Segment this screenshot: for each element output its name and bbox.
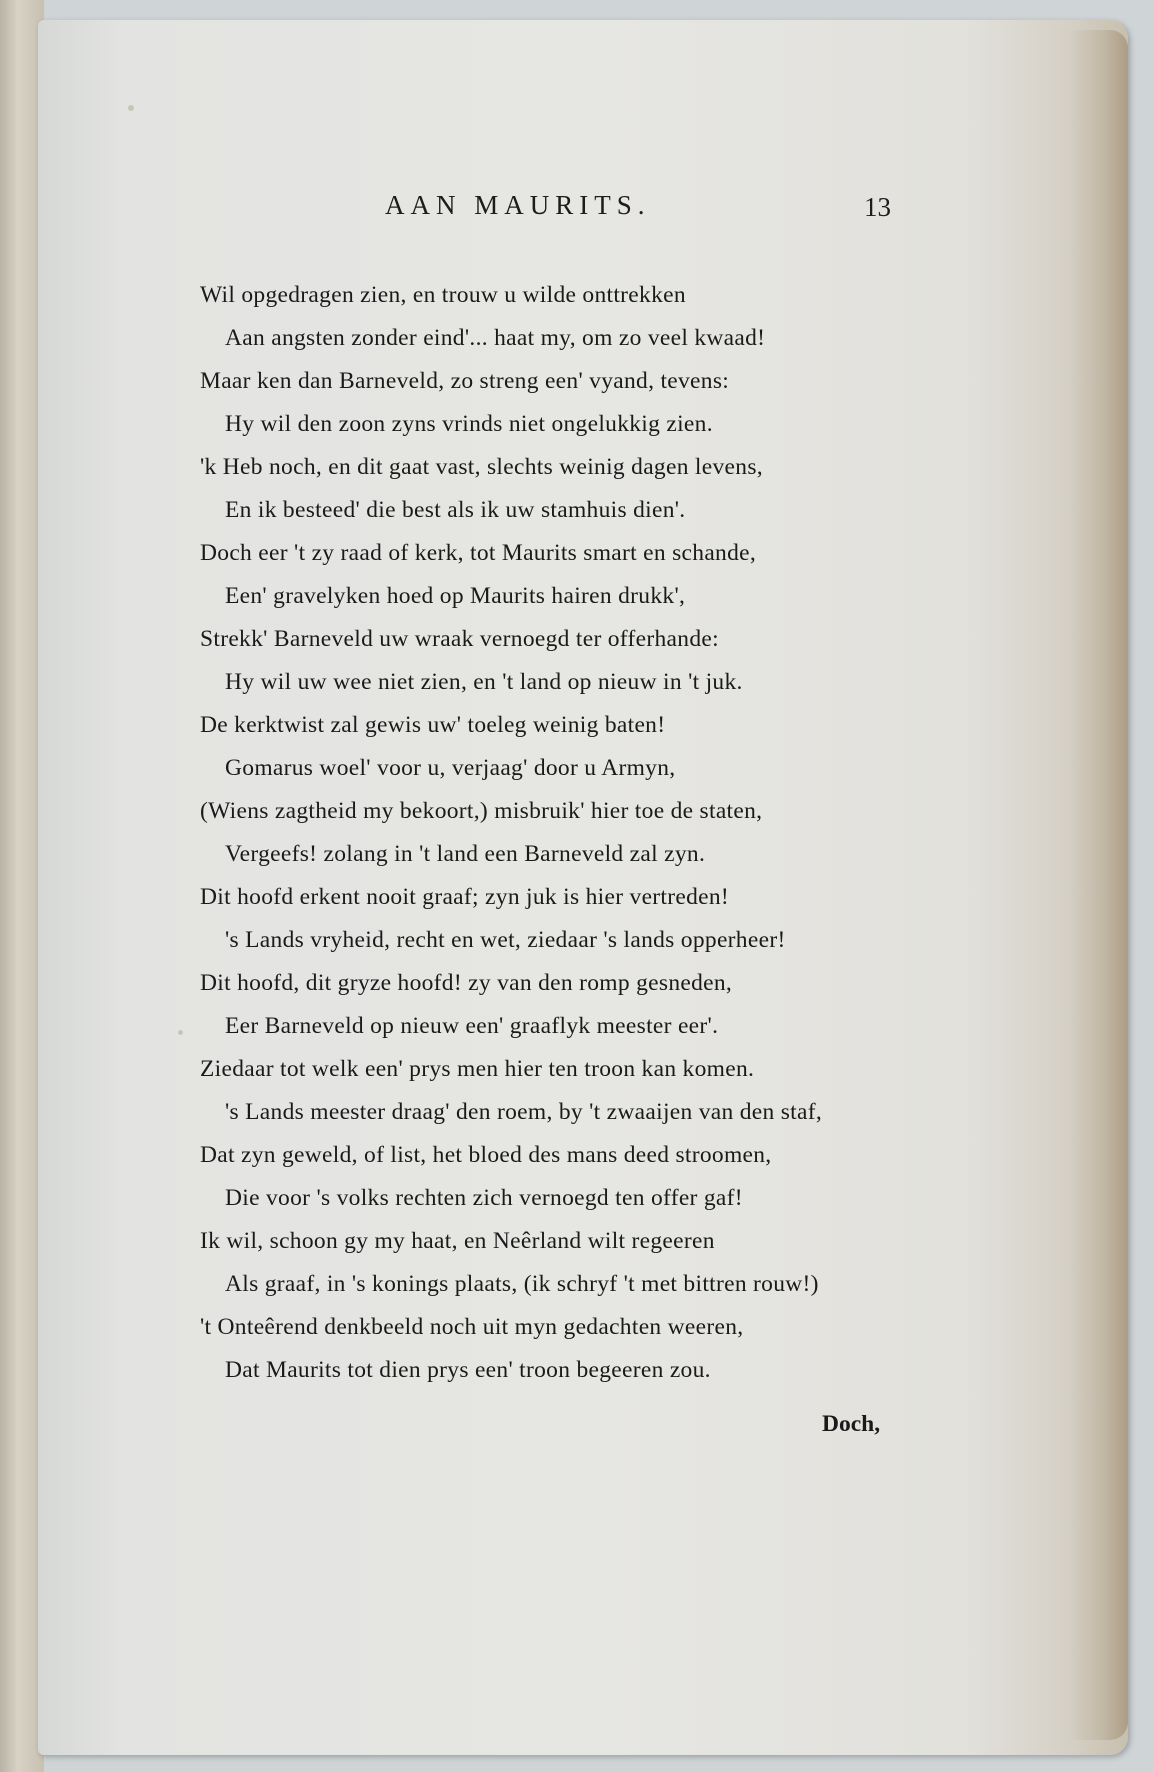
poem-line: De kerktwist zal gewis uw' toeleg weinig baten!	[200, 712, 666, 738]
poem-line: Dat Maurits tot dien prys een' troon begeeren zou.	[225, 1357, 711, 1383]
foxing-spot	[178, 1030, 183, 1035]
catchword: Doch,	[822, 1411, 881, 1437]
poem-line: Een' gravelyken hoed op Maurits hairen drukk',	[225, 583, 686, 609]
poem-line: Maar ken dan Barneveld, zo streng een' vyand, tevens:	[200, 368, 730, 394]
poem-line: Gomarus woel' voor u, verjaag' door u Armyn,	[225, 755, 676, 781]
poem-line: Dit hoofd, dit gryze hoofd! zy van den romp gesneden,	[200, 970, 733, 996]
poem-line: Aan angsten zonder eind'... haat my, om zo veel kwaad!	[225, 325, 766, 351]
page-fore-edge	[1068, 30, 1128, 1740]
poem-line: 't Onteêrend denkbeeld noch uit myn gedachten weeren,	[200, 1314, 744, 1340]
page-number: 13	[864, 192, 891, 222]
page-header	[0, 190, 1154, 234]
poem-line: (Wiens zagtheid my bekoort,) misbruik' hier toe de staten,	[200, 798, 763, 824]
poem-line: 's Lands meester draag' den roem, by 't zwaaijen van den staf,	[225, 1099, 823, 1125]
poem-line: Doch eer 't zy raad of kerk, tot Maurits smart en schande,	[200, 540, 757, 566]
poem-line: Hy wil uw wee niet zien, en 't land op nieuw in 't juk.	[225, 669, 743, 695]
poem-line: Hy wil den zoon zyns vrinds niet ongelukkig zien.	[225, 411, 713, 437]
poem-line: 'k Heb noch, en dit gaat vast, slechts weinig dagen levens,	[200, 454, 763, 480]
poem-line: Wil opgedragen zien, en trouw u wilde onttrekken	[200, 282, 686, 308]
poem-line: Dat zyn geweld, of list, het bloed des mans deed stroomen,	[200, 1142, 772, 1168]
poem-line: Als graaf, in 's konings plaats, (ik schryf 't met bittren rouw!)	[225, 1271, 819, 1297]
poem-line: Strekk' Barneveld uw wraak vernoegd ter offerhande:	[200, 626, 719, 652]
foxing-spot	[128, 105, 134, 111]
poem-line: Die voor 's volks rechten zich vernoegd ten offer gaf!	[225, 1185, 743, 1211]
poem-line: Dit hoofd erkent nooit graaf; zyn juk is hier vertreden!	[200, 884, 730, 910]
running-title: AAN MAURITS.	[385, 190, 651, 220]
poem-line: En ik besteed' die best als ik uw stamhuis dien'.	[225, 497, 686, 523]
poem-line: 's Lands vryheid, recht en wet, ziedaar 's lands opperheer!	[225, 927, 786, 953]
poem-line: Eer Barneveld op nieuw een' graaflyk meester eer'.	[225, 1013, 719, 1039]
poem-line: Vergeefs! zolang in 't land een Barneveld zal zyn.	[225, 841, 706, 867]
poem-line: Ziedaar tot welk een' prys men hier ten troon kan komen.	[200, 1056, 755, 1082]
poem-line: Ik wil, schoon gy my haat, en Neêrland wilt regeeren	[200, 1228, 715, 1254]
